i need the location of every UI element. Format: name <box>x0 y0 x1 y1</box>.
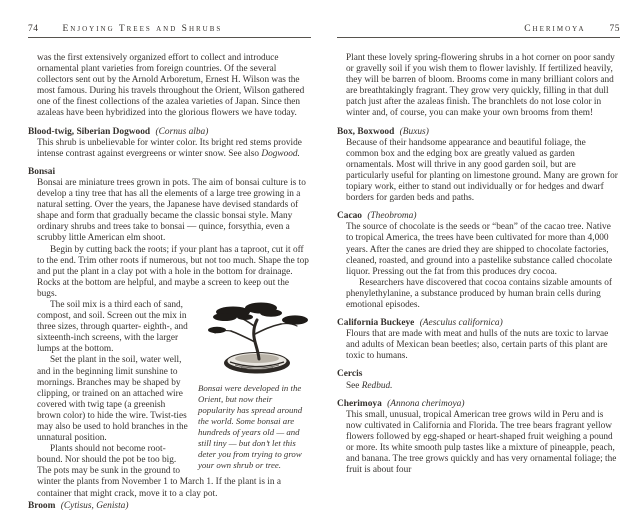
left-running-title: Enjoying Trees and Shrubs <box>62 24 223 34</box>
entry-broom <box>28 501 311 512</box>
entry-heading <box>337 211 620 222</box>
cacao-paragraph-1: The source of chocolate is the seeds or “bean” of the cacao tree. Native to tropical America, the trees have been cultivated for more than 4,000 years. After the canes are dried they are shipped to chocolate factories, cleaned, roasted, and ground into a pastelike substance called chocolate liquor. Pressing out the fat from this produces dry cocoa. <box>346 222 613 277</box>
left-page-number: 74 <box>28 24 39 34</box>
cacao-paragraph-2: Researchers have discovered that cocoa contains sizable amounts of phenylethylanine, a substance produced by human brain cells during emotional episodes. <box>346 277 612 310</box>
cross-reference: Redbud. <box>361 380 393 391</box>
bonsai-paragraph-3: The soil mix is a third each of sand, compost, and soil. Screen out the mix in three sizes, through quarter- eighth-, and sixteenth-inch screens, with the larger lumps at the bottom. <box>37 299 188 355</box>
left-running-head <box>28 24 311 38</box>
left-page <box>28 24 311 512</box>
bonsai-tree-illustration-icon <box>198 300 311 376</box>
right-page <box>337 24 620 512</box>
bonsai-figure <box>198 300 311 471</box>
right-body-column <box>337 53 620 476</box>
entry-title: Broom <box>28 500 56 511</box>
entry-heading <box>28 501 311 512</box>
entry-latin-name: (Aesculus californica) <box>419 318 503 329</box>
entry-latin-name: (Cornus alba) <box>155 126 209 137</box>
left-body-column <box>28 53 311 512</box>
entry-heading <box>28 127 311 138</box>
entry-cercis <box>337 369 620 391</box>
entry-body: Flours that are made with meat and hulls of the nuts are toxic to larvae and adults of Mexican bean beetles; also, certain parts of this plant are toxic to humans. <box>346 329 609 362</box>
entry-box <box>337 127 620 205</box>
entry-text: This shrub is unbelievable for winter color. Its bright red stems provide intense contrast against evergreens or winter snow. See also <box>37 137 302 159</box>
right-running-head <box>337 24 620 38</box>
entry-cherimoya <box>337 399 620 477</box>
right-running-title: Cherimoya <box>524 24 586 34</box>
right-page-number: 75 <box>609 24 620 34</box>
entry-heading <box>337 369 620 380</box>
entry-title: Cacao <box>337 211 362 222</box>
entry-body: Because of their handsome appearance and beautiful foliage, the common box and the edging box are greatly valued as garden ornamentals. Most will thrive in any good garden soil, but are particularly useful for planting on limestone ground. Many are grown for topiary work, either to stand out individually or for hedges and dwarf borders for garden beds and paths. <box>346 137 618 204</box>
entry-body <box>37 178 311 500</box>
bonsai-paragraph-1: Bonsai are miniature trees grown in pots. The aim of bonsai culture is to develop a tiny tree that has all the elements of a large tree growing in a natural setting. Over the years, the Japanese have devised standards of shape and form that gradually became the classic bonsai style. Many ordinary shrubs and trees take to bonsai — quince, forsythia, even a scrubby little American elm shoot. <box>37 177 306 244</box>
entry-latin-name: (Annona cherimoya) <box>387 398 465 409</box>
bonsai-paragraph-4: Set the plant in the soil, water well, and in the beginning limit sunshine to mornings. Branches may be shaped by clipping, or trained on an attached wire covered with twig tape (a greenish brown color) to hide the wire. Twist-ties may also be used to hold branches in the unnatural position. <box>37 355 188 444</box>
entry-latin-name: (Buxus) <box>399 126 429 137</box>
bonsai-paragraph-2: Begin by cutting back the roots; if your plant has a taproot, cut it off to the end. Trim other roots if numerous, but not too much. Shape the top and put the plant in a clay pot with a hole in the bottom for drainage. Rocks at the bottom are helpful, and maybe a screen to keep out the bugs. <box>37 244 309 299</box>
entry-latin-name: (Theobroma) <box>367 211 417 222</box>
entry-cacao <box>337 211 620 311</box>
entry-body: This small, unusual, tropical American tree grows wild in Peru and is now cultivated in California and Florida. The tree bears fragrant yellow flowers followed by egg-shaped or heart-shaped fruit weighing a pound or more. Its white smooth pulp tastes like a mixture of pineapple, peach, and banana. The tree grows quickly and has very ornamental foliage; the fruit is about four <box>346 409 617 476</box>
entry-heading <box>337 399 620 410</box>
entry-heading <box>337 318 620 329</box>
continuation-paragraph: was the first extensively organized effort to collect and introduce ornamental plant varieties from foreign countries. Of the several collectors sent out by the Arnold Arboretum, Ernest H. Wilson was the most famous. During his travels throughout the Orient, Wilson gathered one of the finest collections of the azalea varieties of Japan. Since then azaleas have been hybridized into the glorious flowers we have today. <box>37 53 305 119</box>
entry-body <box>346 381 620 392</box>
entry-heading <box>337 127 620 138</box>
entry-body <box>37 138 311 160</box>
entry-bonsai <box>28 167 311 500</box>
entry-title: Box, Boxwood <box>337 126 395 137</box>
entry-bloodtwig <box>28 127 311 160</box>
cross-reference: Dogwood. <box>261 148 300 159</box>
entry-latin-name: (Cytisus, Genista) <box>60 500 129 511</box>
entry-title: Bonsai <box>28 166 56 177</box>
continuation-paragraph: Plant these lovely spring-flowering shrubs in a hot corner on poor sandy or gravelly soil if you wish them to flower lavishly. If fertilized heavily, they will be barren of bloom. Brooms come in many brilliant colors and are breathtakingly fragrant. They grow very quickly, filling in that dull patch just after the azaleas finish. The branchlets do not lose color in winter and, of course, you can make your own brooms from them! <box>346 53 615 119</box>
bonsai-caption: Bonsai were developed in the Orient, but now their popularity has spread around the world. Some bonsai are hundreds of years old — and still tiny — but don’t let this deter you from trying to grow your own shrub or tree. <box>198 382 303 470</box>
entry-title: Cercis <box>337 369 363 380</box>
entry-title: Blood-twig, Siberian Dogwood <box>28 126 151 137</box>
bonsai-paragraph-5: Plants should not become root-bound. Nor should the pot be too big. The pots may be sunk in the ground to winter the plants from November 1 to March 1. If the plant is in a container that might crack, move it to a clay pot. <box>37 444 281 499</box>
entry-buckeye <box>337 318 620 362</box>
entry-text: See <box>346 380 362 391</box>
entry-heading <box>28 167 311 178</box>
entry-title: California Buckeye <box>337 318 415 329</box>
entry-title: Cherimoya <box>337 398 382 409</box>
entry-body <box>346 222 620 311</box>
